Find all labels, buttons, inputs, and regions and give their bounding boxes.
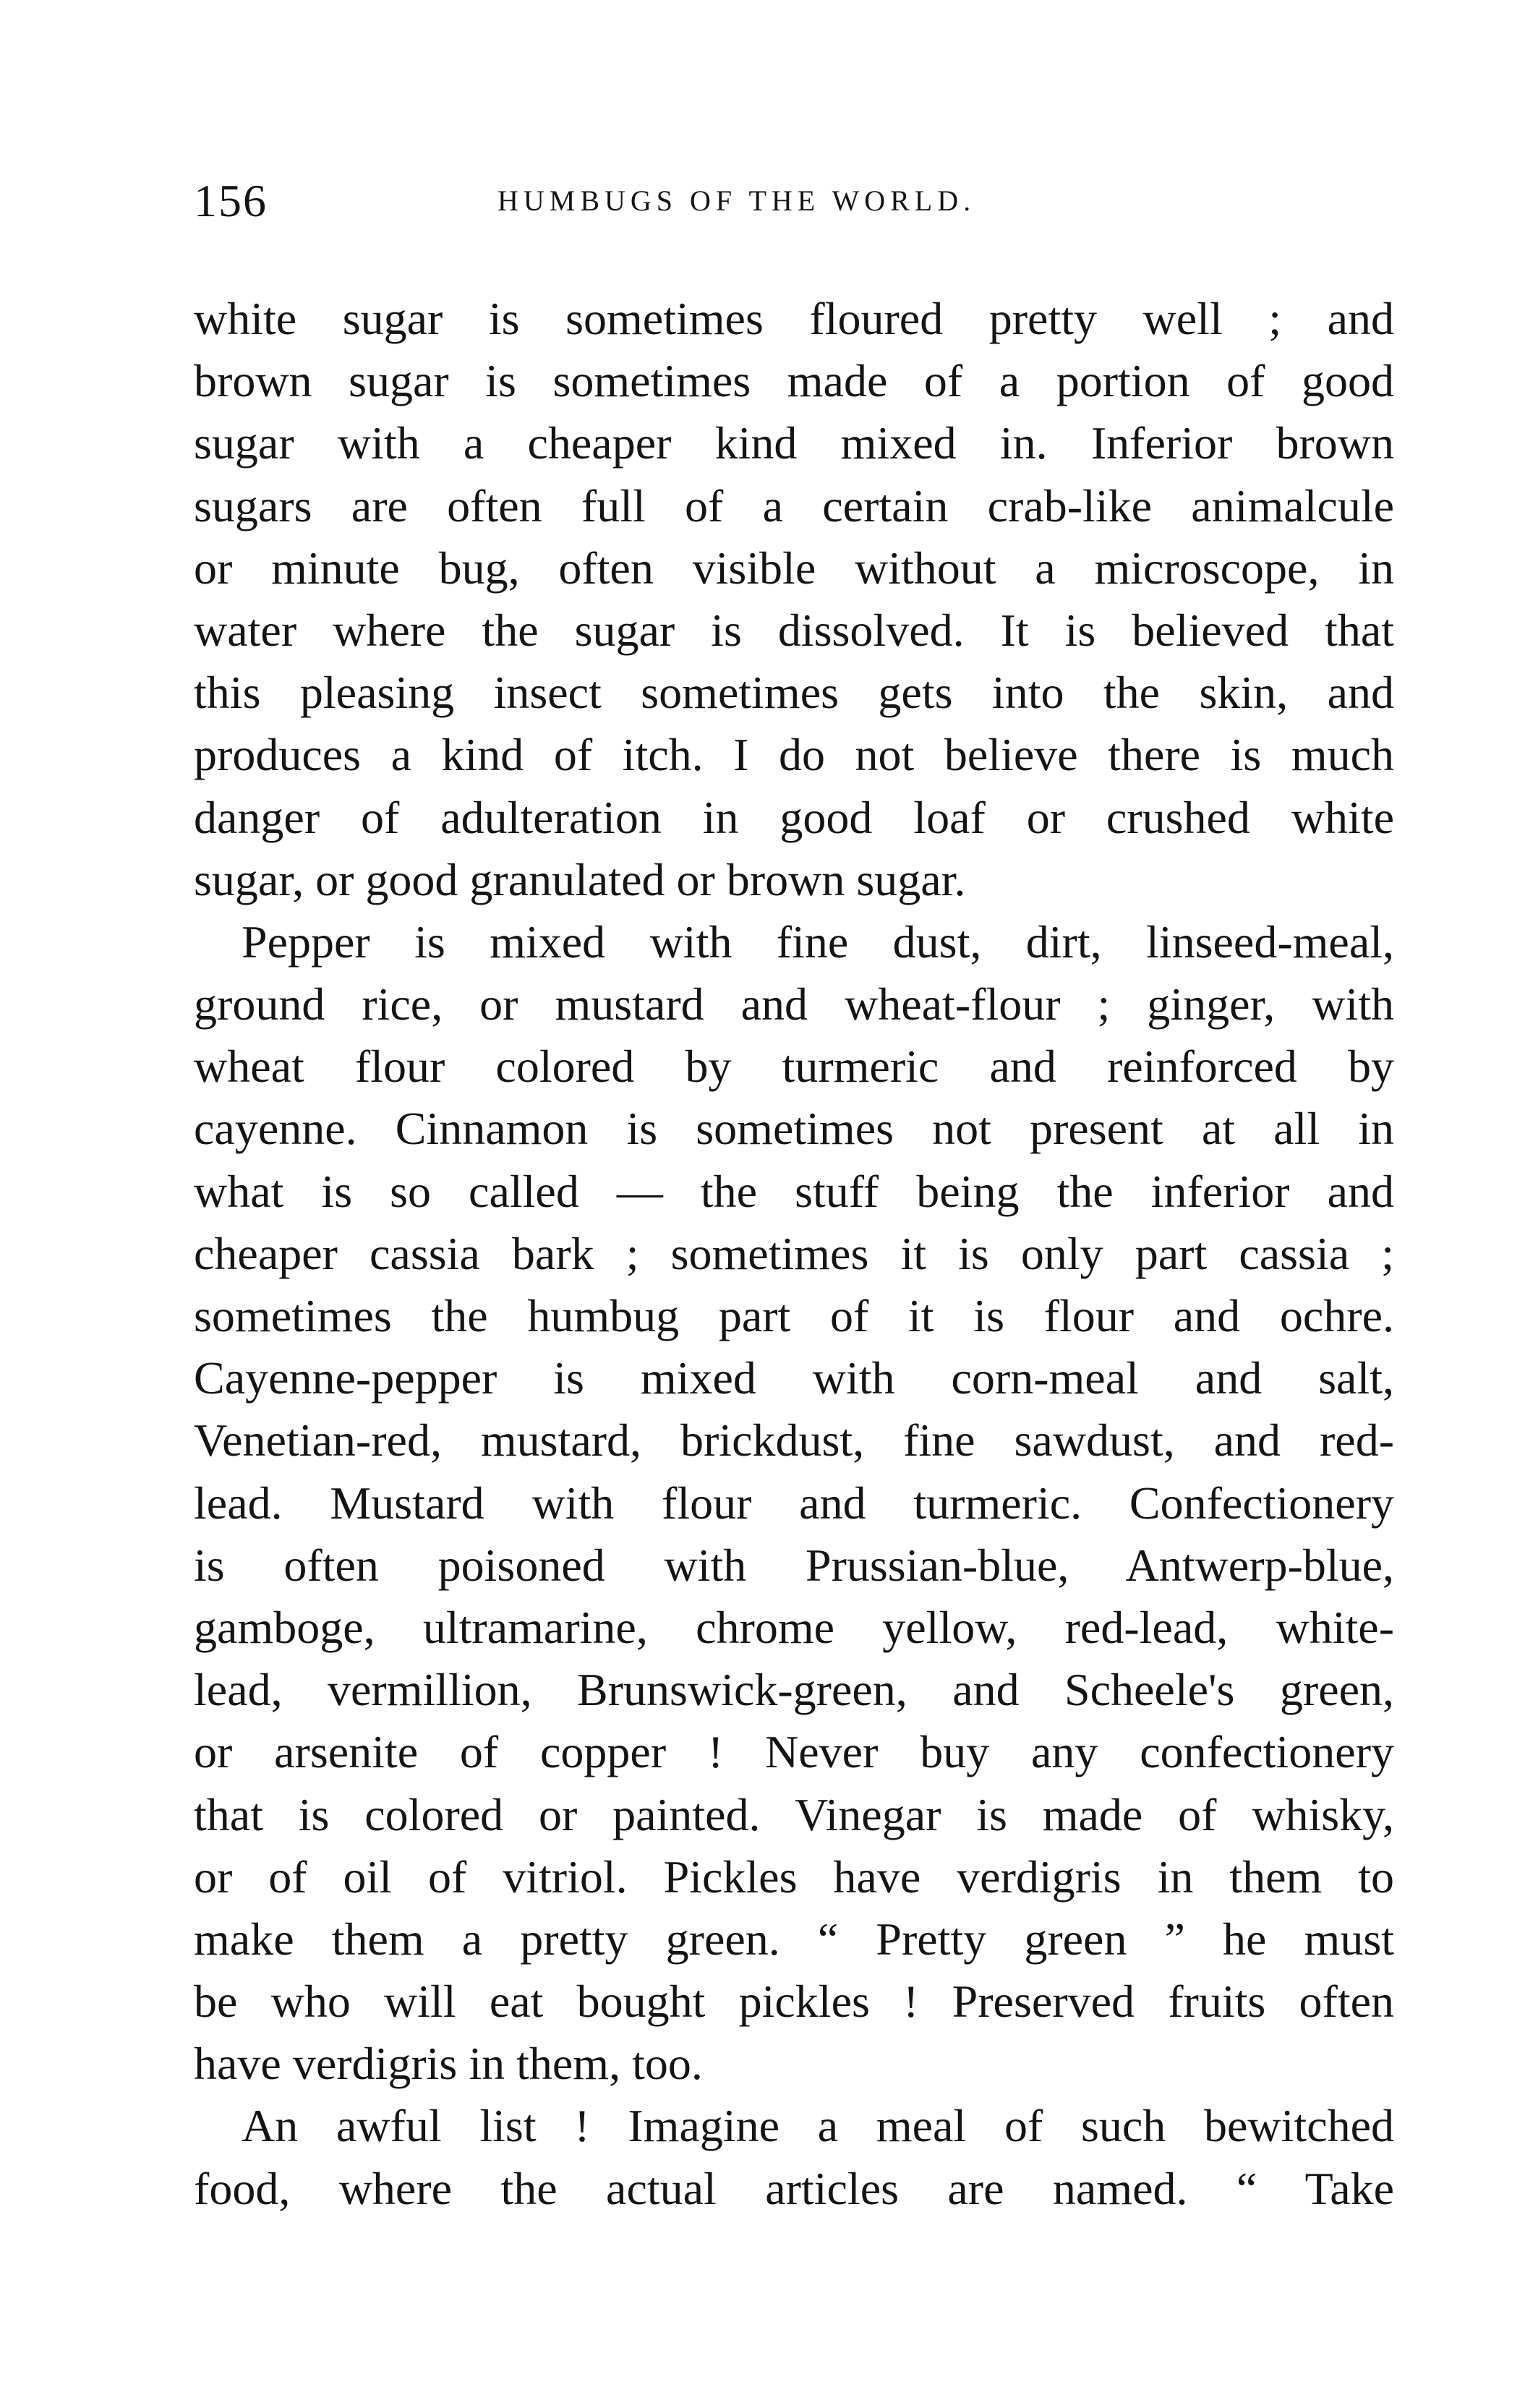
page-number: 156 — [194, 175, 268, 226]
text-line: that is colored or painted. Vinegar is made of whisky, — [194, 1788, 1394, 1840]
text-line: is often poisoned with Prussian-blue, Antwerp-blue, — [194, 1539, 1394, 1591]
text-line: have verdigris in them, too. — [194, 2038, 703, 2090]
text-line: wheat flour colored by turmeric and reinforced by — [194, 1041, 1394, 1093]
text-line: sugars are often full of a certain crab-like animalcule — [194, 479, 1394, 531]
text-line: sugar, or good granulated or brown sugar. — [194, 853, 966, 905]
text-line: white sugar is sometimes floured pretty well ; and — [194, 293, 1394, 344]
paragraph — [194, 911, 1394, 2096]
text-line: ground rice, or mustard and wheat-flour ; ginger, with — [194, 978, 1394, 1030]
text-line: lead. Mustard with flour and turmeric. Confectionery — [194, 1477, 1394, 1529]
text-line: sugar with a cheaper kind mixed in. Inferior brown — [194, 417, 1394, 469]
text-line: Pepper is mixed with fine dust, dirt, linseed-meal, — [242, 915, 1394, 968]
text-line: sometimes the humbug part of it is flour and ochre. — [194, 1290, 1394, 1341]
text-line: cheaper cassia bark ; sometimes it is only part cassia ; — [194, 1227, 1394, 1279]
text-line: brown sugar is sometimes made of a portion of good — [194, 355, 1394, 407]
paragraph — [194, 288, 1394, 911]
text-line: lead, vermillion, Brunswick-green, and Scheele's green, — [194, 1664, 1394, 1716]
paragraph — [194, 2095, 1394, 2219]
body-text — [194, 288, 1394, 2220]
text-line: what is so called — the stuff being the inferior and — [194, 1165, 1394, 1217]
text-line: gamboge, ultramarine, chrome yellow, red-lead, white- — [194, 1601, 1394, 1653]
text-line: cayenne. Cinnamon is sometimes not present at all in — [194, 1103, 1394, 1155]
text-line: or minute bug, often visible without a microscope, in — [194, 542, 1394, 594]
text-line: An awful list ! Imagine a meal of such bewitched — [242, 2100, 1394, 2152]
text-line: danger of adulteration in good loaf or crushed white — [194, 791, 1394, 843]
running-head: HUMBUGS OF THE WORLD. — [497, 184, 976, 217]
text-line: be who will eat bought pickles ! Preserved fruits often — [194, 1976, 1394, 2028]
text-line: Cayenne-pepper is mixed with corn-meal and salt, — [194, 1352, 1394, 1404]
text-line: or of oil of vitriol. Pickles have verdigris in them to — [194, 1850, 1394, 1903]
text-line: water where the sugar is dissolved. It is believed that — [194, 604, 1394, 656]
text-line: produces a kind of itch. I do not believe there is much — [194, 729, 1394, 781]
page-header — [194, 172, 1394, 230]
text-line: this pleasing insect sometimes gets into the skin, and — [194, 667, 1394, 719]
text-line: Venetian-red, mustard, brickdust, fine sawdust, and red- — [194, 1414, 1394, 1466]
text-line: food, where the actual articles are named. “ Take — [194, 2162, 1394, 2214]
text-line: or arsenite of copper ! Never buy any confectionery — [194, 1726, 1394, 1778]
text-line: make them a pretty green. “ Pretty green ” he must — [194, 1913, 1394, 1965]
